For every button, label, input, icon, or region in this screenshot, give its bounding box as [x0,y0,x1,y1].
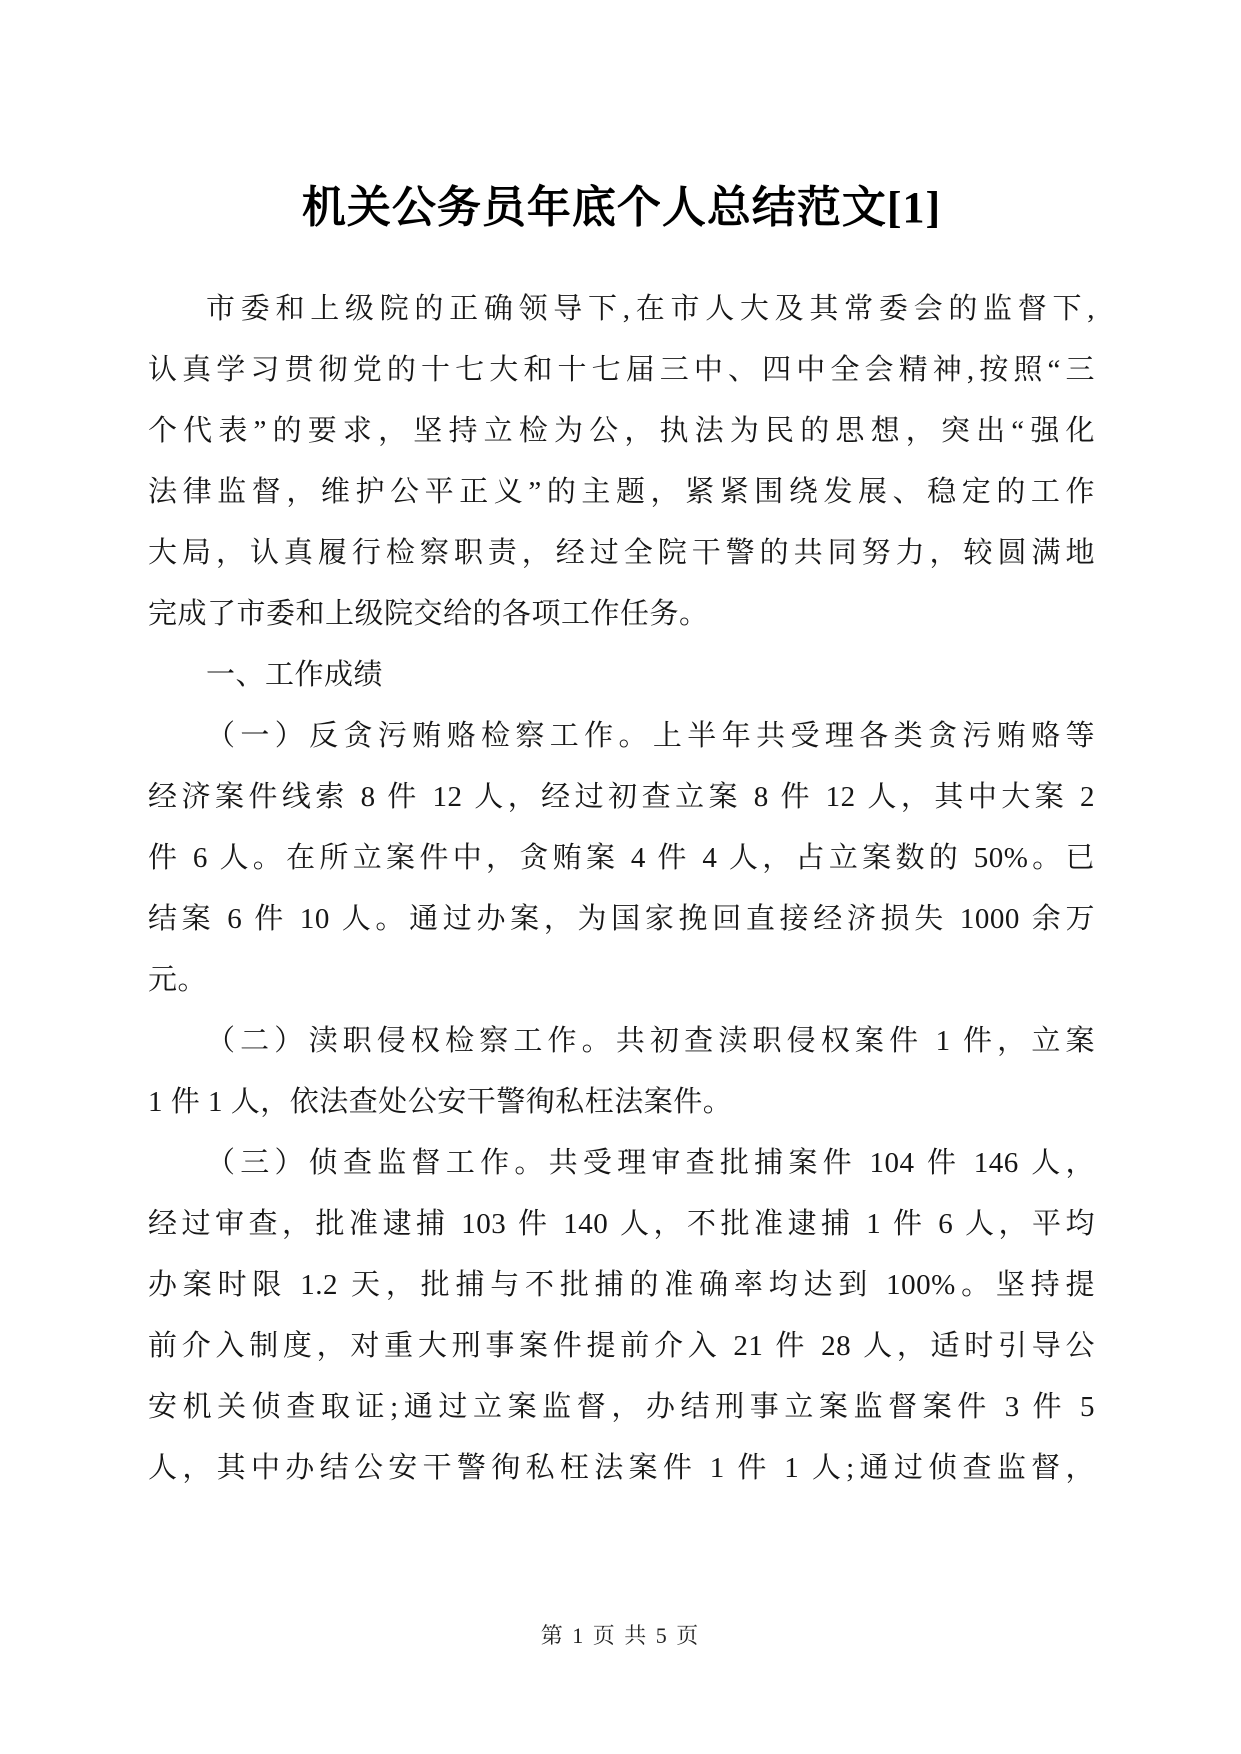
text-line: 完成了市委和上级院交给的各项工作任务。 [148,598,709,631]
text-line: （一）反贪污贿赂检察工作。上半年共受理各类贪污贿赂等 [206,720,1095,753]
text-line: 大局，认真履行检察职责，经过全院干警的共同努力，较圆满地 [148,537,1095,570]
text-line: 安机关侦查取证;通过立案监督，办结刑事立案监督案件 3 件 5 [148,1391,1095,1424]
section-heading: 一、工作成绩 [206,659,384,692]
page-number: 第 1 页 共 5 页 [540,1623,701,1648]
text-line: 个代表”的要求，坚持立检为公，执法为民的思想，突出“强化 [148,415,1095,448]
document-title: 机关公务员年底个人总结范文[1] [301,183,942,232]
text-line: 经过审查，批准逮捕 103 件 140 人，不批准逮捕 1 件 6 人，平均 [148,1208,1095,1241]
document-body [148,279,1095,1499]
text-line: 结案 6 件 10 人。通过办案，为国家挽回直接经济损失 1000 余万 [148,903,1095,936]
text-line: （二）渎职侵权检察工作。共初查渎职侵权案件 1 件，立案 [206,1025,1095,1058]
text-line: 元。 [148,964,208,997]
text-line: 1 件 1 人，依法查处公安干警徇私枉法案件。 [148,1086,733,1119]
text-line: 经济案件线索 8 件 12 人，经过初查立案 8 件 12 人，其中大案 2 [148,781,1095,814]
text-line: 前介入制度，对重大刑事案件提前介入 21 件 28 人，适时引导公 [148,1330,1095,1363]
text-line: 法律监督，维护公平正义”的主题，紧紧围绕发展、稳定的工作 [148,476,1095,509]
text-line: 件 6 人。在所立案件中，贪贿案 4 件 4 人，占立案数的 50%。已 [148,842,1095,875]
text-line: 人，其中办结公安干警徇私枉法案件 1 件 1 人;通过侦查监督， [148,1452,1095,1485]
text-line: 办案时限 1.2 天，批捕与不批捕的准确率均达到 100%。坚持提 [148,1269,1095,1302]
text-line: 市委和上级院的正确领导下,在市人大及其常委会的监督下, [206,293,1095,326]
text-line: 认真学习贯彻党的十七大和十七届三中、四中全会精神,按照“三 [148,354,1095,387]
text-line: （三）侦查监督工作。共受理审查批捕案件 104 件 146 人， [206,1147,1095,1180]
